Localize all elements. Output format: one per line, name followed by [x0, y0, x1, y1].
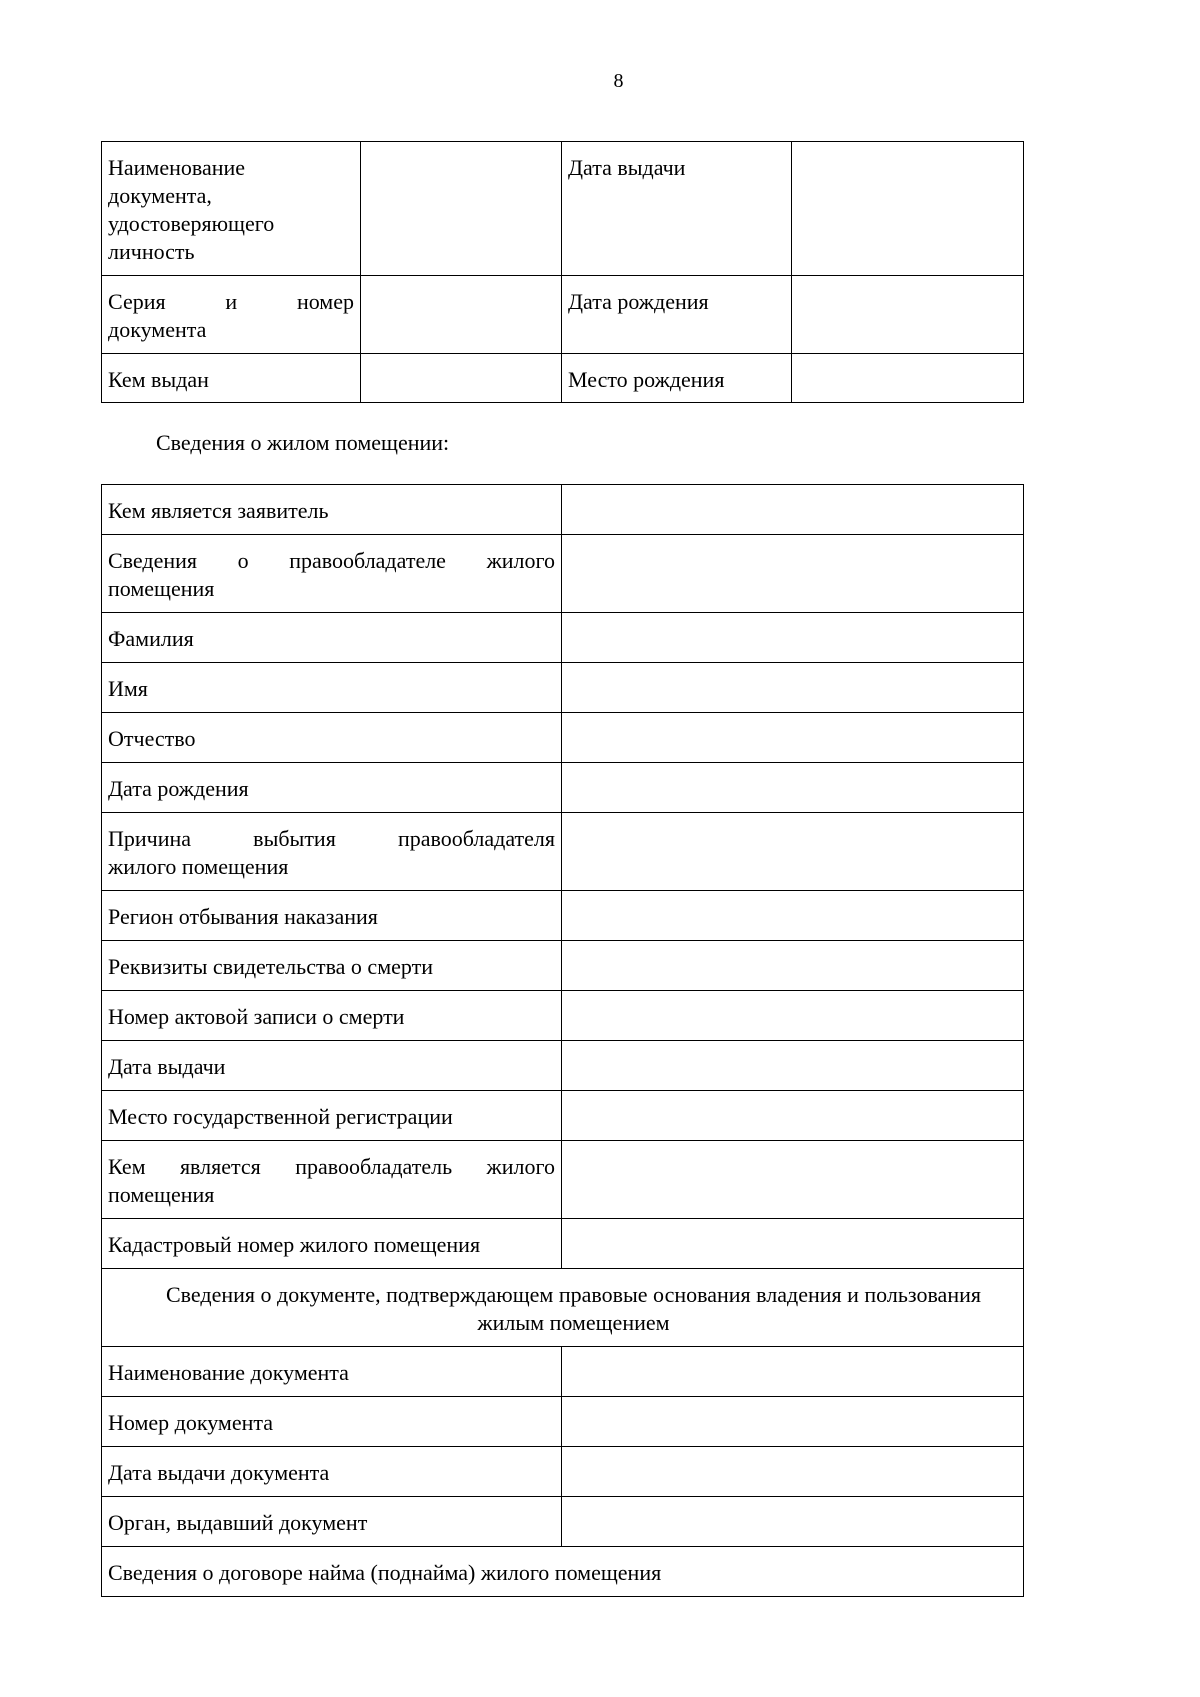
label-cell: Кадастровый номер жилого помещения [102, 1219, 562, 1269]
table-row [102, 1269, 1024, 1347]
table-row [102, 1347, 1024, 1397]
table-row [102, 663, 1024, 713]
table-row [102, 1141, 1024, 1219]
label-cell [102, 813, 562, 891]
label-line2: помещения [108, 1182, 215, 1207]
label-cell: Дата рождения [102, 763, 562, 813]
label-cell: Место государственной регистрации [102, 1091, 562, 1141]
value-cell[interactable] [562, 1141, 1024, 1219]
value-cell[interactable] [361, 276, 562, 354]
value-cell[interactable] [562, 891, 1024, 941]
label-line1: Сведения о правообладателе жилого [108, 548, 555, 573]
value-cell[interactable] [562, 663, 1024, 713]
table-row [102, 276, 1024, 354]
table-row [102, 354, 1024, 403]
table-row [102, 1041, 1024, 1091]
label-cell: Фамилия [102, 613, 562, 663]
document-name-label: Наименование документа, удостоверяющего личность [108, 155, 275, 264]
value-cell[interactable] [792, 354, 1024, 403]
label-cell [102, 276, 361, 354]
value-cell[interactable] [562, 763, 1024, 813]
label-line1: Причина выбытия правообладателя [108, 826, 555, 851]
value-cell[interactable] [562, 813, 1024, 891]
table-row [102, 485, 1024, 535]
label-cell: Реквизиты свидетельства о смерти [102, 941, 562, 991]
birth-date-label: Дата рождения [568, 289, 709, 314]
lease-agreement-header: Сведения о договоре найма (поднайма) жилого помещения [102, 1547, 1024, 1597]
table-row [102, 1397, 1024, 1447]
label-cell [562, 354, 792, 403]
label-cell: Номер документа [102, 1397, 562, 1447]
housing-table [101, 484, 1024, 1597]
label-cell: Регион отбывания наказания [102, 891, 562, 941]
value-cell[interactable] [361, 142, 562, 276]
label-cell [102, 354, 361, 403]
value-cell[interactable] [562, 1041, 1024, 1091]
table-row [102, 763, 1024, 813]
value-cell[interactable] [562, 1219, 1024, 1269]
label-cell [102, 1141, 562, 1219]
label-cell [102, 142, 361, 276]
label-cell: Кем является заявитель [102, 485, 562, 535]
table-row [102, 1219, 1024, 1269]
value-cell[interactable] [562, 1091, 1024, 1141]
table-row [102, 535, 1024, 613]
ownership-document-header: Сведения о документе, подтверждающем правовые основания владения и пользования жилым помещением [102, 1269, 1024, 1347]
identity-document-table [101, 141, 1024, 403]
label-cell: Отчество [102, 713, 562, 763]
label-cell: Номер актовой записи о смерти [102, 991, 562, 1041]
table-row [102, 613, 1024, 663]
table-row [102, 813, 1024, 891]
value-cell[interactable] [562, 941, 1024, 991]
issued-by-label: Кем выдан [108, 367, 209, 392]
series-number-label-line2: документа [108, 317, 207, 342]
table-row [102, 1091, 1024, 1141]
label-line2: жилого помещения [108, 854, 289, 879]
table-row [102, 991, 1024, 1041]
value-cell[interactable] [562, 991, 1024, 1041]
value-cell[interactable] [562, 535, 1024, 613]
table-row [102, 1497, 1024, 1547]
label-line2: помещения [108, 576, 215, 601]
table-row [102, 941, 1024, 991]
table-row [102, 142, 1024, 276]
value-cell[interactable] [792, 142, 1024, 276]
value-cell[interactable] [562, 613, 1024, 663]
value-cell[interactable] [562, 713, 1024, 763]
birth-place-label: Место рождения [568, 367, 725, 392]
value-cell[interactable] [361, 354, 562, 403]
value-cell[interactable] [562, 485, 1024, 535]
table-row [102, 1447, 1024, 1497]
value-cell[interactable] [562, 1397, 1024, 1447]
label-cell: Имя [102, 663, 562, 713]
label-cell [562, 142, 792, 276]
value-cell[interactable] [562, 1497, 1024, 1547]
label-cell: Дата выдачи [102, 1041, 562, 1091]
label-line1: Кем является правообладатель жилого [108, 1154, 555, 1179]
label-cell: Орган, выдавший документ [102, 1497, 562, 1547]
table-row [102, 891, 1024, 941]
label-cell: Наименование документа [102, 1347, 562, 1397]
value-cell[interactable] [562, 1447, 1024, 1497]
series-number-label-line1: Серия и номер [108, 289, 354, 314]
value-cell[interactable] [562, 1347, 1024, 1397]
value-cell[interactable] [792, 276, 1024, 354]
issue-date-label: Дата выдачи [568, 155, 686, 180]
label-cell [562, 276, 792, 354]
table-row [102, 1547, 1024, 1597]
label-cell [102, 535, 562, 613]
page-number: 8 [613, 70, 624, 92]
table-row [102, 713, 1024, 763]
housing-section-caption: Сведения о жилом помещении: [156, 430, 450, 455]
label-cell: Дата выдачи документа [102, 1447, 562, 1497]
